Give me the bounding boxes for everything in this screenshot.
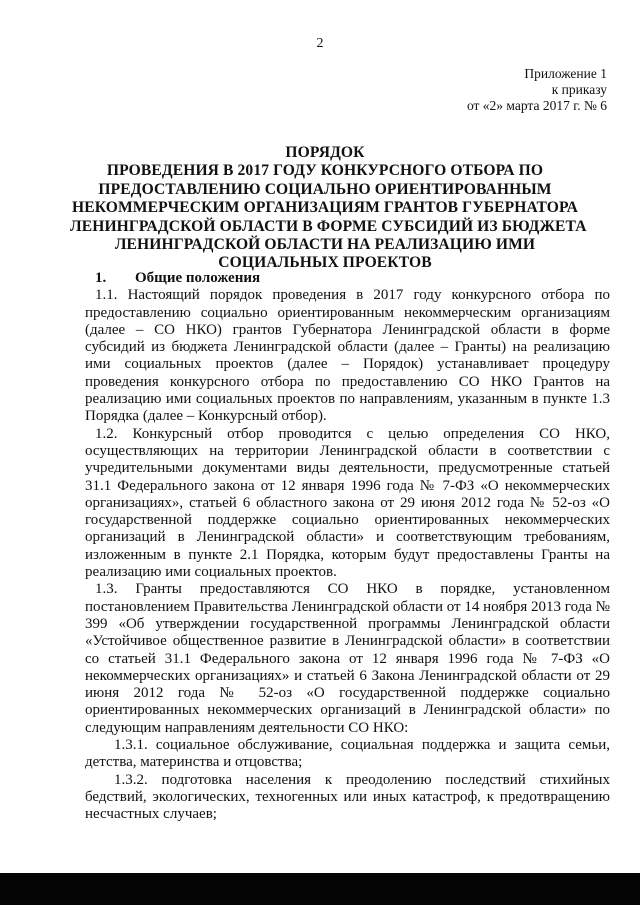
paragraph-1-3-2: 1.3.2. подготовка населения к преодолению последствий стихийных бедствий, экологических, техногенных или иных катастроф, к предотвращению несчастных случаев; xyxy=(85,771,610,823)
appendix-line: к приказу xyxy=(551,82,607,97)
paragraph-1-2: 1.2. Конкурсный отбор проводится с целью определения СО НКО, осуществляющих на территории Ленинградской области в соответствии с учредительными документами виды деятельности, предусмотренные статьей 31.1 Федерального закона от 12 января 1996 года № 7-ФЗ «О некоммерческих организациях», статьей 6 областного закона от 29 июня 2012 года № 52-оз «О государственной поддержке социально ориентированных некоммерческих организаций в Ленинградской области» и соответствующим требованиям, изложенным в пункте 2.1 Порядка, которым будут предоставлены Гранты на реализацию ими социальных проектов. xyxy=(85,425,610,581)
section-title: Общие положения xyxy=(135,270,261,286)
title-line: НЕКОММЕРЧЕСКИМ ОРГАНИЗАЦИЯМ ГРАНТОВ ГУБЕРНАТОРА xyxy=(71,199,579,217)
paragraph-1-1: 1.1. Настоящий порядок проведения в 2017 году конкурсного отбора по предоставлению социально ориентированным некоммерческим организациям (далее – СО НКО) грантов Губернатора Ленинградской области в форме субсидий из бюджета Ленинградской области (далее – Гранты) на реализацию ими социальных проектов (далее – Порядок) устанавливает процедуру проведения конкурсного отбора по предоставлению СО НКО Грантов на реализацию ими социальных проектов по направлениям, указанным в пункте 1.3 Порядка (далее – Конкурсный отбор). xyxy=(85,287,610,425)
title-line: ЛЕНИНГРАДСКОЙ ОБЛАСТИ В ФОРМЕ СУБСИДИЙ ИЗ БЮДЖЕТА xyxy=(70,217,587,235)
title-line: ПРОВЕДЕНИЯ В 2017 ГОДУ КОНКУРСНОГО ОТБОРА ПО xyxy=(106,162,544,180)
appendix-line: от «2» марта 2017 г. № 6 xyxy=(466,98,607,113)
title-line: ПРЕДОСТАВЛЕНИЮ СОЦИАЛЬНО ОРИЕНТИРОВАННЫМ xyxy=(98,180,552,198)
appendix-note xyxy=(377,66,607,114)
paragraph-1-3: 1.3. Гранты предоставляются СО НКО в порядке, установленном постановлением Правительства Ленинградской области от 14 ноября 2013 года № 399 «Об утверждении государственной программы Ленинградской области «Устойчивое общественное развитие в Ленинградской области» в соответствии со статьей 31.1 Федерального закона от 12 января 1996 года № 7-ФЗ «О некоммерческих организациях» и статьей 6 Закона Ленинградской области от 29 июня 2012 года № 52-оз «О государственной поддержке социально ориентированных некоммерческих организаций в Ленинградской области» по следующим направлениям деятельности СО НКО: xyxy=(85,581,610,736)
scan-bottom-border xyxy=(0,873,640,905)
document-title xyxy=(70,144,587,273)
section-heading xyxy=(95,270,610,287)
title-line: ПОРЯДОК xyxy=(285,144,365,161)
page-number: 2 xyxy=(316,36,324,51)
document-body xyxy=(85,270,610,824)
title-line: ЛЕНИНГРАДСКОЙ ОБЛАСТИ НА РЕАЛИЗАЦИЮ ИМИ xyxy=(114,236,536,254)
section-number: 1. xyxy=(95,270,107,286)
title-line: СОЦИАЛЬНЫХ ПРОЕКТОВ xyxy=(218,254,432,272)
appendix-line: Приложение 1 xyxy=(524,66,607,81)
paragraph-1-3-1: 1.3.1. социальное обслуживание, социальная поддержка и защита семьи, детства, материнства и отцовства; xyxy=(85,737,610,771)
